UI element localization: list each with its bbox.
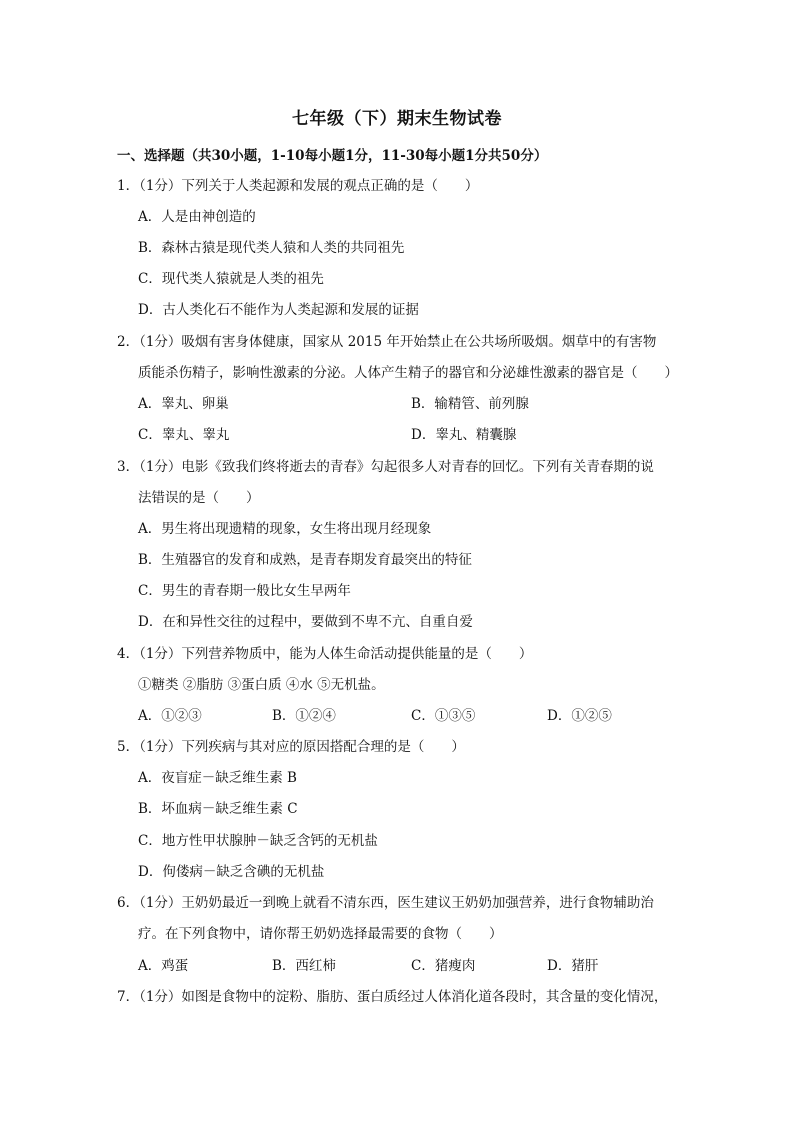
question-4-option-c: C．①③⑤ [411,708,476,724]
question-1-option-b: B．森林古猿是现代类人猿和人类的共同祖先 [138,240,405,256]
question-1-option-c: C．现代类人猿就是人类的祖先 [138,271,324,287]
question-3-stem-line2: 法错误的是（ ） [138,490,260,506]
question-3-option-c: C．男生的青春期一般比女生早两年 [138,583,351,599]
question-5-option-b: B．坏血病－缺乏维生素 C [138,801,298,817]
question-4-items: ①糖类 ②脂肪 ③蛋白质 ④水 ⑤无机盐。 [138,677,385,693]
question-6-option-c: C．猪瘦肉 [411,958,476,974]
question-2-stem-line1: 2．（1分）吸烟有害身体健康，国家从 2015 年开始禁止在公共场所吸烟。烟草中的有害物 [117,334,657,350]
question-4-stem: 4．（1分）下列营养物质中，能为人体生命活动提供能量的是（ ） [117,646,533,662]
question-1-option-d: D．古人类化石不能作为人类起源和发展的证据 [138,302,419,318]
question-6-option-b: B．西红柿 [272,958,336,974]
question-2-option-a: A．睾丸、卵巢 [138,396,229,412]
question-6-option-a: A．鸡蛋 [138,958,189,974]
question-4-option-b: B．①②④ [272,708,336,724]
question-4-option-a: A．①②③ [138,708,202,724]
question-3-option-a: A．男生将出现遗精的现象，女生将出现月经现象 [138,521,432,537]
question-5-stem: 5．（1分）下列疾病与其对应的原因搭配合理的是（ ） [117,739,465,755]
question-1-stem: 1．（1分）下列关于人类起源和发展的观点正确的是（ ） [117,178,479,194]
question-3-stem-line1: 3．（1分）电影《致我们终将逝去的青春》勾起很多人对青春的回忆。下列有关青春期的说 [117,459,654,475]
question-5-option-a: A．夜盲症－缺乏维生素 B [138,770,297,786]
question-2-stem-line2: 质能杀伤精子，影响性激素的分泌。人体产生精子的器官和分泌雄性激素的器官是（ ） [138,365,678,381]
page-title: 七年级（下）期末生物试卷 [292,109,502,129]
question-2-option-b: B．输精管、前列腺 [411,396,529,412]
question-5-option-d: D．佝偻病－缺乏含碘的无机盐 [138,864,325,880]
question-3-option-b: B．生殖器官的发育和成熟，是青春期发育最突出的特征 [138,552,472,568]
question-4-option-d: D．①②⑤ [547,708,612,724]
question-6-stem-line1: 6．（1分）王奶奶最近一到晚上就看不清东西，医生建议王奶奶加强营养，进行食物辅助治 [117,895,654,911]
question-7-stem-line1: 7．（1分）如图是食物中的淀粉、脂肪、蛋白质经过人体消化道各段时，其含量的变化情况， [117,989,668,1005]
question-1-option-a: A．人是由神创造的 [138,209,256,225]
question-6-option-d: D．猪肝 [547,958,599,974]
question-2-option-d: D．睾丸、精囊腺 [411,427,517,443]
section-heading: 一、选择题（共30小题，1-10每小题1分，11-30每小题1分共50分） [117,148,548,164]
question-3-option-d: D．在和异性交往的过程中，要做到不卑不亢、自重自爱 [138,614,473,630]
question-2-option-c: C．睾丸、睾丸 [138,427,230,443]
question-5-option-c: C．地方性甲状腺肿－缺乏含钙的无机盐 [138,833,378,849]
question-6-stem-line2: 疗。在下列食物中，请你帮王奶奶选择最需要的食物（ ） [138,926,503,942]
